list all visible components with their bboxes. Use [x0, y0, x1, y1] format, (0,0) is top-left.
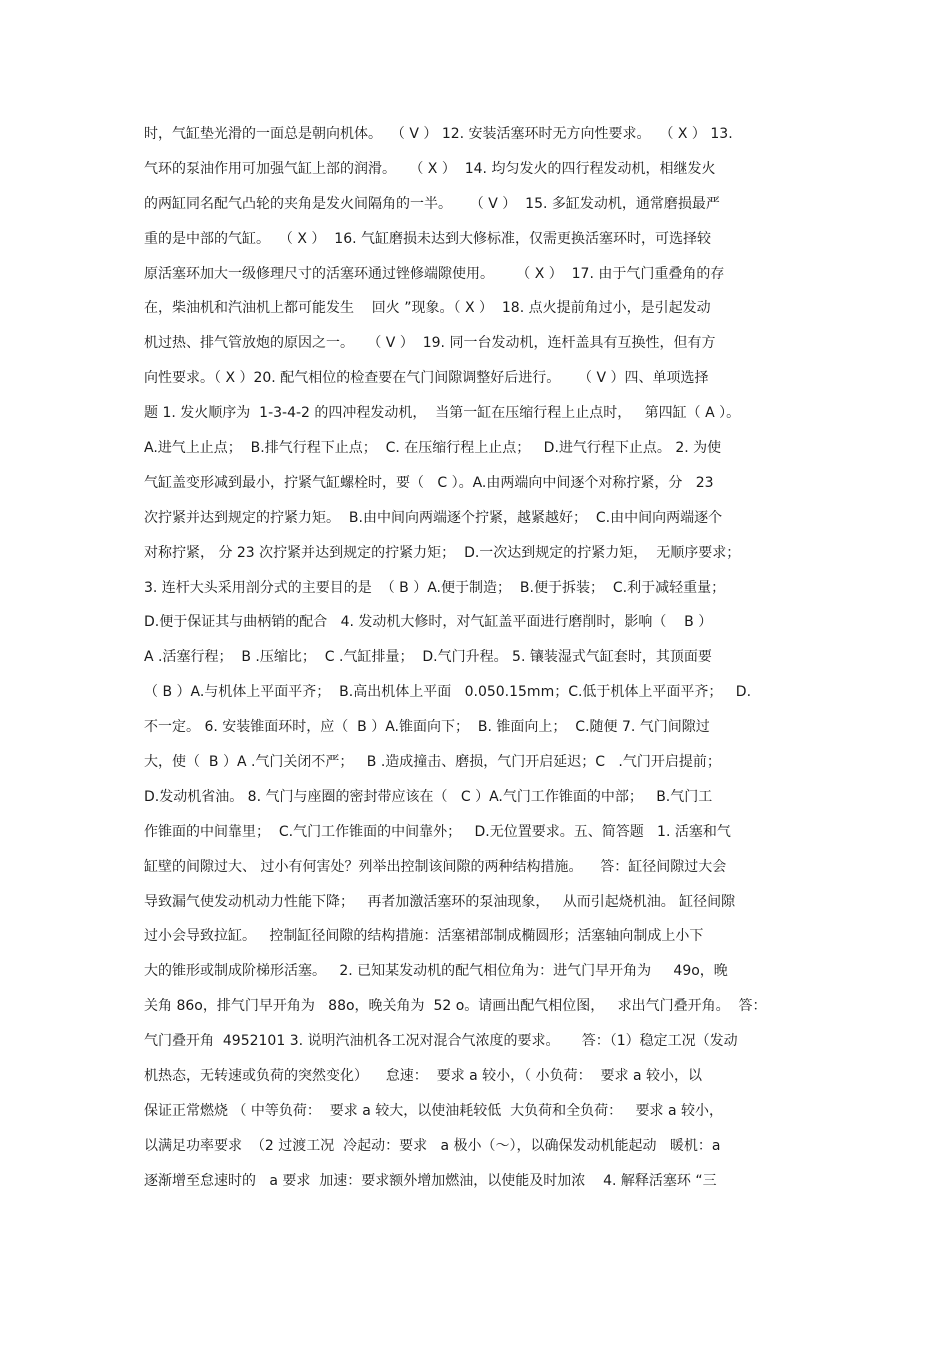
text-line: 大，使（ B ）A .气门关闭不严； B .造成撞击、磨损，气门开启延迟；C .气门开启提前； [144, 754, 721, 771]
text-line: 逐渐增至怠速时的 a 要求 加速：要求额外增加燃油，以使能及时加浓 4. 解释活塞环 “三 [144, 1172, 717, 1189]
text-line: 重的是中部的气缸。 （ X ） 16. 气缸磨损未达到大修标准，仅需更换活塞环时，可选择较 [144, 230, 712, 247]
text-line: 气门叠开角 4952101 3. 说明汽油机各工况对混合气浓度的要求。 答：（1）稳定工况（发动 [144, 1033, 738, 1050]
text-line: 作锥面的中间靠里； C.气门工作锥面的中间靠外； D.无位置要求。五、简答题 1. 活塞和气 [144, 823, 731, 840]
text-line: D.便于保证其与曲柄销的配合 4. 发动机大修时，对气缸盖平面进行磨削时，影响（ B ） [144, 614, 713, 631]
text-line: 缸壁的间隙过大、 过小有何害处？列举出控制该间隙的两种结构措施。 答：缸径间隙过大会 [144, 858, 727, 875]
text-line: 机热态，无转速或负荷的突然变化） 怠速： 要求 a 较小，（ 小负荷： 要求 a 较小，以 [144, 1068, 703, 1085]
text-line: 在，柴油机和汽油机上都可能发生 回火 ”现象。（ X ） 18. 点火提前角过小，是引起发动 [144, 300, 711, 317]
text-line: 导致漏气使发动机动力性能下降； 再者加激活塞环的泵油现象， 从而引起烧机油。 缸径间隙 [144, 893, 736, 910]
text-line: 气缸盖变形减到最小，拧紧气缸螺栓时，要（ C ）。A.由两端向中间逐个对称拧紧，分 23 [144, 474, 714, 491]
text-line: 过小会导致拉缸。 控制缸径间隙的结构措施：活塞裙部制成椭圆形；活塞轴向制成上小下 [144, 928, 704, 945]
text-line: 时，气缸垫光滑的一面总是朝向机体。 （ V ） 12. 安装活塞环时无方向性要求。 （ X ） 13. [144, 126, 733, 142]
text-line: 题 1. 发火顺序为 1-3-4-2 的四冲程发动机， 当第一缸在压缩行程上止点时， 第四缸（ A ）。 [144, 405, 741, 422]
text-line: 的两缸同名配气凸轮的夹角是发火间隔角的一半。 （ V ） 15. 多缸发动机，通常磨损最严 [144, 195, 720, 212]
document-body [144, 124, 814, 1206]
text-line: D.发动机省油。 8. 气门与座圈的密封带应该在（ C ）A.气门工作锥面的中部； B.气门工 [144, 788, 713, 805]
text-line: 气环的泵油作用可加强气缸上部的润滑。 （ X ） 14. 均匀发火的四行程发动机，相继发火 [144, 160, 716, 177]
text-line: 3. 连杆大头采用剖分式的主要目的是 （ B ）A.便于制造； B.便于拆装； C.利于减轻重量； [144, 579, 726, 596]
text-line: 不一定。 6. 安装锥面环时，应（ B ）A.锥面向下； B. 锥面向上； C.随便 7. 气门间隙过 [144, 719, 710, 736]
text-line: A.进气上止点； B.排气行程下止点； C. 在压缩行程上止点； D.进气行程下止点。 2. 为使 [144, 440, 722, 457]
text-line: （ B ）A.与机体上平面平齐； B.高出机体上平面 0.050.15mm；C.低于机体上平面平齐； D. [144, 684, 752, 701]
text-line: 关角 86o，排气门早开角为 88o，晚关角为 52 o。请画出配气相位图， 求出气门叠开角。 答： [144, 998, 767, 1015]
text-line: 保证正常燃烧 （ 中等负荷： 要求 a 较大，以使油耗较低 大负荷和全负荷： 要求 a 较小， [144, 1102, 724, 1119]
text-line: 次拧紧并达到规定的拧紧力矩。 B.由中间向两端逐个拧紧，越紧越好； C.由中间向两端逐个 [144, 509, 723, 526]
text-line: 以满足功率要求 （2 过渡工况 冷起动：要求 a 极小（～），以确保发动机能起动 暖机：a [144, 1137, 721, 1154]
text-line: 向性要求。（ X ）20. 配气相位的检查要在气门间隙调整好后进行。 （ V ）四、单项选择 [144, 370, 709, 387]
text-line: 对称拧紧， 分 23 次拧紧并达到规定的拧紧力矩； D.一次达到规定的拧紧力矩， 无顺序要求； [144, 544, 741, 561]
text-line: 大的锥形或制成阶梯形活塞。 2. 已知某发动机的配气相位角为：进气门早开角为 49o，晚 [144, 963, 728, 980]
text-line: 原活塞环加大一级修理尺寸的活塞环通过锉修端隙使用。 （ X ） 17. 由于气门重叠角的存 [144, 265, 725, 282]
text-line: 机过热、排气管放炮的原因之一。 （ V ） 19. 同一台发动机，连杆盖具有互换性，但有方 [144, 335, 716, 352]
text-line: A .活塞行程； B .压缩比； C .气缸排量； D.气门升程。 5. 镶装湿式气缸套时，其顶面要 [144, 649, 712, 666]
